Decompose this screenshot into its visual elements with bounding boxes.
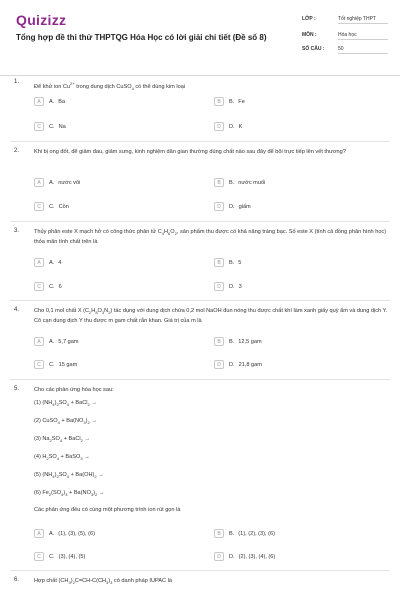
option-letter: C. xyxy=(49,553,55,560)
option-text: 21,8 gam xyxy=(238,361,262,368)
option-letter: B. xyxy=(229,338,235,345)
question-number: 4. xyxy=(14,307,20,313)
option-letter: C. xyxy=(49,283,55,290)
option-c[interactable] xyxy=(34,201,69,212)
option-letter-box: D xyxy=(214,202,224,211)
option-b[interactable] xyxy=(214,177,265,188)
meta-key: LỚP : xyxy=(302,16,316,22)
option-a[interactable] xyxy=(34,528,95,539)
meta-value: 50 xyxy=(338,46,388,54)
option-a[interactable] xyxy=(34,257,61,268)
option-letter-box: A xyxy=(34,337,44,346)
option-text: (2), (3), (4), (6) xyxy=(238,553,276,560)
question-divider xyxy=(10,570,390,571)
option-letter-box: C xyxy=(34,202,44,211)
question-text: Để khử ion $Cu^{2+}$ trong dung dịch CuSO$_4$ có thể dùng kim loại xyxy=(34,81,186,91)
option-letter-box: A xyxy=(34,529,44,538)
question-divider xyxy=(10,221,390,222)
meta-key: MÔN : xyxy=(302,32,317,38)
option-text: 3 xyxy=(238,283,242,290)
option-c[interactable] xyxy=(34,281,62,292)
option-text: Na xyxy=(58,123,66,130)
option-letter: D. xyxy=(229,123,235,130)
option-letter-box: A xyxy=(34,97,44,106)
question-text: Cho 0,1 mol chất X $(C_2H_8O_3N_2)$ tác dụng với dung dịch chứa 0,2 mol NaOH đun nóng thu được chất khí làm xanh giấy quỳ ẩm và dung dịch Y. Cô cạn dung dịch Y thu được m gam chất rắn khan. Giá trị của m là xyxy=(34,308,388,325)
option-d[interactable] xyxy=(214,359,262,370)
meta-key: SỐ CÂU : xyxy=(302,46,325,52)
option-a[interactable] xyxy=(34,96,65,107)
option-a[interactable] xyxy=(34,336,79,347)
option-c[interactable] xyxy=(34,551,85,562)
option-letter: C. xyxy=(49,123,55,130)
option-letter-box: C xyxy=(34,122,44,131)
option-text: (1), (3), (5), (6) xyxy=(58,530,95,537)
option-letter: D. xyxy=(229,361,235,368)
option-text: (1), (2), (3), (6) xyxy=(238,530,275,537)
option-text: K xyxy=(238,123,243,130)
option-letter: A. xyxy=(49,338,55,345)
option-text: nước muối xyxy=(238,179,266,186)
option-d[interactable] xyxy=(214,281,242,292)
option-letter-box: B xyxy=(214,97,224,106)
reaction-equation: (1) $(NH_4)_2SO_4$ + BaCl$_2$ → xyxy=(34,400,97,408)
option-letter-box: B xyxy=(214,178,224,187)
option-text: 5 xyxy=(238,259,242,266)
question-number: 3. xyxy=(14,228,20,234)
option-letter-box: D xyxy=(214,360,224,369)
option-text: (3), (4), (5) xyxy=(58,553,86,560)
meta-value: Tốt nghiệp THPT xyxy=(338,16,388,24)
option-b[interactable] xyxy=(214,336,262,347)
option-text: nước vôi xyxy=(58,179,81,186)
option-text: 12,5 gam xyxy=(238,338,262,345)
option-letter: A. xyxy=(49,530,55,537)
option-text: 15 gam xyxy=(58,361,78,368)
option-letter: C. xyxy=(49,203,55,210)
option-letter: B. xyxy=(229,98,235,105)
option-letter-box: B xyxy=(214,529,224,538)
option-text: Ba xyxy=(58,98,66,105)
question-text: Khi bị ong đốt, để giảm đau, giảm sưng, kinh nghiệm dân gian thường dùng chất nào sau đây để bôi trực tiếp lên vết thương? xyxy=(34,149,346,155)
question-number: 2. xyxy=(14,148,20,154)
option-text: 6 xyxy=(58,283,62,290)
option-text: Cồn xyxy=(58,203,69,210)
page-title: Tổng hợp đề thi thử THPTQG Hóa Học có lời giải chi tiết (Đề số 8) xyxy=(16,33,267,42)
question-divider xyxy=(10,300,390,301)
reaction-equation: (3) $Na_2SO_4$ + BaCl$_2$ → xyxy=(34,436,90,444)
option-a[interactable] xyxy=(34,177,80,188)
option-letter-box: A xyxy=(34,258,44,267)
option-text: giấm xyxy=(238,203,251,210)
question-prompt: Các phản ứng đều có cùng một phương trình ion rút gọn là xyxy=(34,507,181,513)
option-letter: B. xyxy=(229,179,235,186)
option-letter: D. xyxy=(229,203,235,210)
option-letter: A. xyxy=(49,259,55,266)
worksheet-header xyxy=(0,0,400,76)
question-number: 6. xyxy=(14,577,20,583)
option-letter-box: D xyxy=(214,122,224,131)
quizizz-logo: Quizizz xyxy=(16,12,67,28)
option-letter-box: C xyxy=(34,552,44,561)
option-letter: D. xyxy=(229,553,235,560)
question-divider xyxy=(10,379,390,380)
option-b[interactable] xyxy=(214,257,241,268)
option-b[interactable] xyxy=(214,528,275,539)
option-letter-box: D xyxy=(214,552,224,561)
option-letter-box: C xyxy=(34,282,44,291)
question-text: Thủy phân este X mạch hở có công thức phân tử $C_4H_6O_2$, sản phẩm thu được có khả năng tráng bạc. Số este X (tính cả đồng phân hình học) thỏa mãn tính chất trên là xyxy=(34,229,387,246)
option-d[interactable] xyxy=(214,201,251,212)
reaction-equation: (6) $Fe_2(SO_4)_3 + Ba(NO_3)_2$ → xyxy=(34,490,105,498)
option-letter-box: A xyxy=(34,178,44,187)
question-divider xyxy=(10,141,390,142)
option-letter-box: B xyxy=(214,258,224,267)
option-text: 5,7 gam xyxy=(58,338,79,345)
option-letter: B. xyxy=(229,259,235,266)
reaction-equation: (2) CuSO$_4$ + $Ba(NO_3)_2$ → xyxy=(34,418,97,426)
option-letter: B. xyxy=(229,530,235,537)
question-text: Hợp chất $(CH_3)_2C=CH-C(CH_3)_3$ có danh pháp IUPAC là xyxy=(34,578,172,586)
option-letter: A. xyxy=(49,179,55,186)
option-d[interactable] xyxy=(214,551,275,562)
option-b[interactable] xyxy=(214,96,245,107)
question-text: Cho các phản ứng hóa học sau: xyxy=(34,387,114,393)
question-number: 5. xyxy=(14,386,20,392)
option-text: 4 xyxy=(58,259,62,266)
option-letter: A. xyxy=(49,98,55,105)
meta-value: Hóa học xyxy=(338,32,388,40)
question-number: 1. xyxy=(14,79,20,85)
reaction-equation: (5) $(NH_4)_2SO_4 + Ba(OH)_2$ → xyxy=(34,472,104,480)
option-letter-box: D xyxy=(214,282,224,291)
option-letter: C. xyxy=(49,361,55,368)
option-letter-box: C xyxy=(34,360,44,369)
option-letter: D. xyxy=(229,283,235,290)
option-d[interactable] xyxy=(214,121,242,132)
option-c[interactable] xyxy=(34,121,66,132)
option-text: Fe xyxy=(238,98,245,105)
reaction-equation: (4) $H_2SO_4$ + BaSO$_3$ → xyxy=(34,454,90,462)
option-c[interactable] xyxy=(34,359,77,370)
option-letter-box: B xyxy=(214,337,224,346)
